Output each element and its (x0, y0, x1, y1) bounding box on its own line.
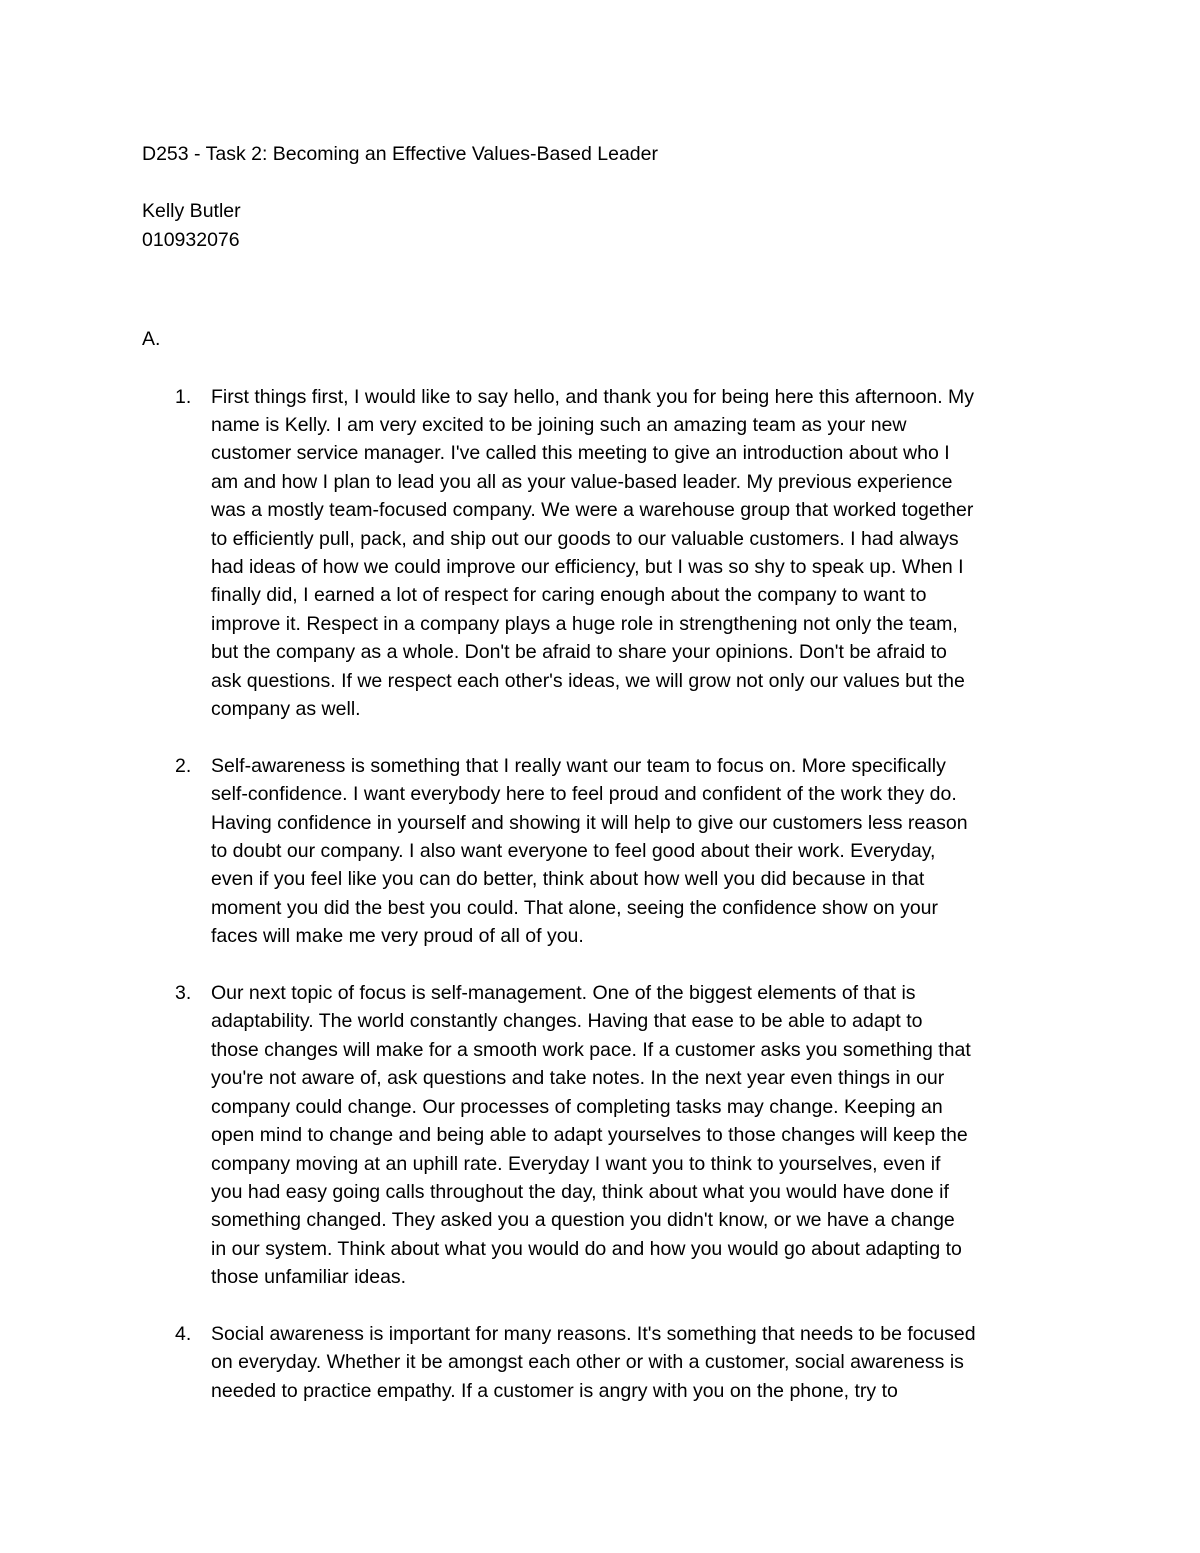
text-line: Our next topic of focus is self-management. One of the biggest elements of that is (211, 982, 916, 1005)
text-line: needed to practice empathy. If a customer is angry with you on the phone, try to (211, 1379, 898, 1402)
list-item-number: 2. (175, 754, 192, 777)
text-line: was a mostly team-focused company. We were a warehouse group that worked together (211, 499, 974, 522)
section-label: A. (142, 328, 161, 351)
author-block (142, 197, 1072, 254)
text-line: finally did, I earned a lot of respect for caring enough about the company to want to (211, 584, 927, 607)
text-line: but the company as a whole. Don't be afraid to share your opinions. Don't be afraid to (211, 641, 947, 664)
text-line: company moving at an uphill rate. Everyday I want you to think to yourselves, even if (211, 1152, 941, 1175)
list-item (142, 979, 1072, 1291)
answer-list (142, 383, 1072, 1406)
text-line: name is Kelly. I am very excited to be joining such an amazing team as your new (211, 413, 907, 436)
text-line: adaptability. The world constantly changes. Having that ease to be able to adapt to (211, 1010, 923, 1033)
text-line: improve it. Respect in a company plays a huge role in strengthening not only the team, (211, 612, 958, 635)
text-line: you had easy going calls throughout the day, think about what you would have done if (211, 1180, 949, 1203)
text-line: self-confidence. I want everybody here to feel proud and confident of the work they do. (211, 783, 957, 806)
list-item-number: 3. (175, 982, 192, 1005)
text-line: you're not aware of, ask questions and take notes. In the next year even things in our (211, 1067, 945, 1090)
text-line: ask questions. If we respect each other's ideas, we will grow not only our values but the (211, 669, 965, 692)
text-line: Having confidence in yourself and showing it will help to give our customers less reason (211, 811, 968, 834)
text-line: those unfamiliar ideas. (211, 1266, 407, 1289)
text-line: had ideas of how we could improve our efficiency, but I was so shy to speak up. When I (211, 556, 964, 579)
text-line: First things first, I would like to say hello, and thank you for being here this afternoon. My (211, 385, 975, 408)
list-item-text (211, 979, 1072, 1291)
text-line: customer service manager. I've called this meeting to give an introduction about who I (211, 442, 950, 465)
list-item (142, 383, 1072, 724)
list-item-text (211, 1320, 1072, 1405)
text-line: even if you feel like you can do better, think about how well you did because in that (211, 868, 925, 891)
list-item-number: 4. (175, 1322, 192, 1345)
list-item-number: 1. (175, 385, 192, 408)
text-line: company could change. Our processes of completing tasks may change. Keeping an (211, 1095, 943, 1118)
author-name: Kelly Butler (142, 200, 241, 223)
text-line: those changes will make for a smooth work pace. If a customer asks you something that (211, 1038, 971, 1061)
text-line: company as well. (211, 698, 361, 721)
text-line: am and how I plan to lead you all as your value-based leader. My previous experience (211, 470, 953, 493)
list-item-text (211, 752, 1072, 951)
text-line: on everyday. Whether it be amongst each other or with a customer, social awareness is (211, 1351, 964, 1374)
text-line: Social awareness is important for many reasons. It's something that needs to be focused (211, 1322, 976, 1345)
list-item (142, 752, 1072, 951)
text-line: in our system. Think about what you would do and how you would go about adapting to (211, 1237, 962, 1260)
list-item-text (211, 383, 1072, 724)
student-id: 010932076 (142, 228, 240, 251)
text-line: moment you did the best you could. That alone, seeing the confidence show on your (211, 896, 939, 919)
list-item (142, 1320, 1072, 1405)
text-line: faces will make me very proud of all of you. (211, 925, 584, 948)
text-line: Self-awareness is something that I really want our team to focus on. More specifically (211, 754, 946, 777)
document-body (142, 140, 1072, 1434)
text-line: open mind to change and being able to adapt yourselves to those changes will keep the (211, 1124, 968, 1147)
text-line: to doubt our company. I also want everyone to feel good about their work. Everyday, (211, 840, 936, 863)
document-title: D253 - Task 2: Becoming an Effective Values-Based Leader (142, 143, 658, 165)
text-line: to efficiently pull, pack, and ship out our goods to our valuable customers. I had always (211, 527, 959, 550)
text-line: something changed. They asked you a question you didn't know, or we have a change (211, 1209, 955, 1232)
